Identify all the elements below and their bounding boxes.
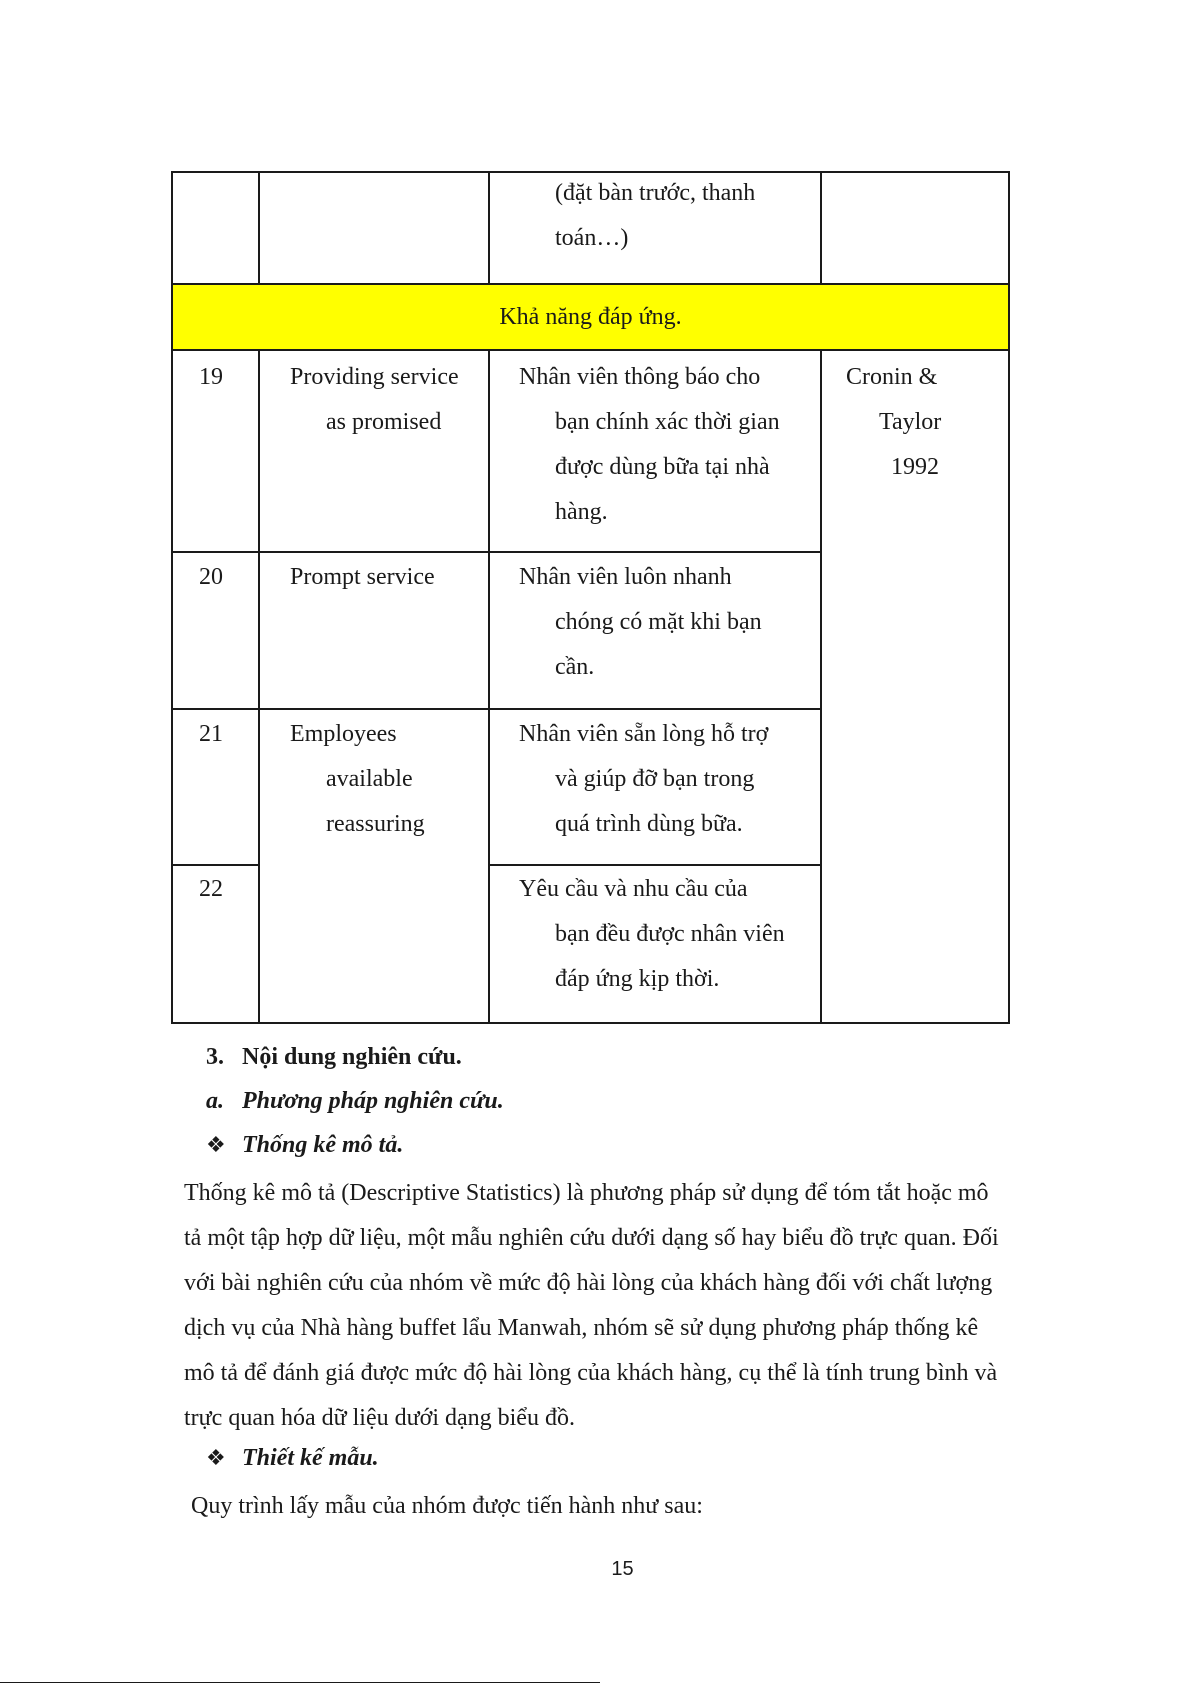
- subsection-title: Phương pháp nghiên cứu.: [242, 1088, 504, 1114]
- table-cell-item: Employees available reassuring: [290, 721, 425, 837]
- table-col-divider: [258, 350, 260, 1024]
- table-row-divider: [260, 551, 488, 553]
- table-cell-content: (đặt bàn trước, thanh toán…): [555, 180, 756, 251]
- diamond-bullet-icon: ❖: [206, 1445, 226, 1470]
- subsection-letter: a.: [206, 1088, 224, 1114]
- table-cell-content: Nhân viên luôn nhanh chóng có mặt khi bạn cần.: [519, 564, 762, 680]
- table-border-bottom: [171, 1022, 1010, 1024]
- table-cell-content: Nhân viên sẵn lòng hỗ trợ và giúp đỡ bạn trong quá trình dùng bữa.: [519, 721, 769, 837]
- table-cell-source: Cronin & Taylor 1992: [846, 364, 942, 480]
- bullet-heading-descriptive-stats: Thống kê mô tả.: [242, 1132, 404, 1158]
- bullet-heading-sample-design: Thiết kế mẫu.: [242, 1445, 379, 1471]
- row-number: 20: [199, 564, 223, 590]
- row-number: 19: [199, 364, 223, 390]
- table-row-divider: [171, 864, 260, 866]
- section-number: 3.: [206, 1044, 224, 1070]
- table-cell-content: Yêu cầu và nhu cầu của bạn đều được nhân viên đáp ứng kịp thời.: [519, 876, 785, 992]
- table-cell-item: Providing service as promised: [290, 364, 459, 435]
- section-title: Nội dung nghiên cứu.: [242, 1044, 462, 1070]
- row-number: 22: [199, 876, 223, 902]
- table-row-divider: [171, 708, 822, 710]
- table-col-divider: [258, 171, 260, 284]
- table-row-divider: [171, 551, 260, 553]
- diamond-bullet-icon: ❖: [206, 1132, 226, 1157]
- table-cell-item: Prompt service: [290, 564, 435, 590]
- table-row-divider: [488, 551, 822, 553]
- table-col-divider: [820, 171, 822, 284]
- table-col-divider: [488, 171, 490, 284]
- footer-rule: [0, 1682, 600, 1683]
- descriptive-stats-paragraph: Thống kê mô tả (Descriptive Statistics) là phương pháp sử dụng để tóm tắt hoặc mô tả một tập hợp dữ liệu, một mẫu nghiên cứu dưới dạng số hay biểu đồ trực quan. Đối với bài nghiên cứu của nhóm về mức độ hài lòng của khách hàng đối với chất lượng dịch vụ của Nhà hàng buffet lẩu Manwah, nhóm sẽ sử dụng phương pháp thống kê mô tả để đánh giá được mức độ hài lòng của khách hàng, cụ thể là tính trung bình và trực quan hóa dữ liệu dưới dạng biểu đồ.: [184, 1180, 999, 1431]
- section-header: Khả năng đáp ứng.: [499, 304, 682, 330]
- research-scale-table: [171, 171, 1010, 1024]
- row-number: 21: [199, 721, 223, 747]
- table-cell-content: Nhân viên thông báo cho bạn chính xác thời gian được dùng bữa tại nhà hàng.: [519, 364, 780, 525]
- closing-sentence: Quy trình lấy mẫu của nhóm được tiến hành như sau:: [191, 1493, 703, 1519]
- table-col-divider: [488, 350, 490, 1024]
- table-row-divider: [488, 864, 822, 866]
- page-number: 15: [611, 1558, 634, 1580]
